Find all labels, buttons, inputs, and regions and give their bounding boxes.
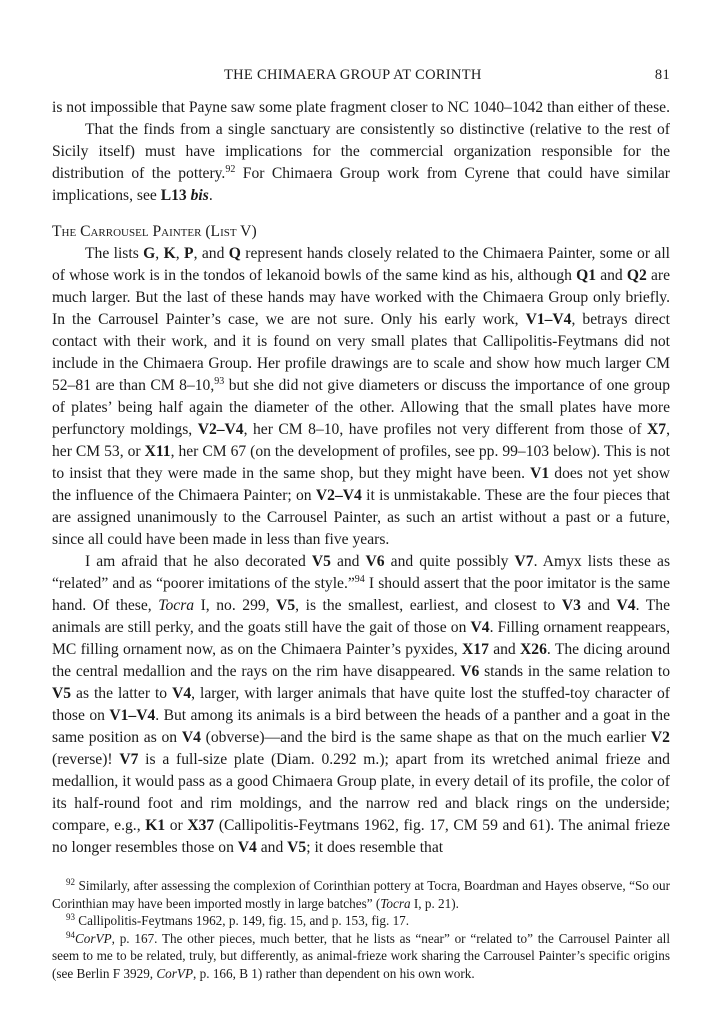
paragraph-text: , her CM 8–10, have profiles not very different from those of [243,421,648,438]
paragraph-text: but she did not give diameters or discuss the importance of one group of plates’ being half again the diameter of the other. Allowing that the small plates have more perfunctory moldings, [52,377,670,438]
footnote-number: 94 [66,929,75,940]
paragraph-text: (reverse)! [52,751,120,768]
paragraph-text: For Chimaera Group work from Cyrene that could have similar implications, see [52,165,670,204]
footnote-text: , p. 166, B 1) rather than dependent on his own work. [193,965,475,981]
catalog-ref: V5 [276,597,296,614]
catalog-ref: V7 [119,751,139,768]
catalog-ref: Q1 [576,267,597,284]
catalog-ref: V2–V4 [197,421,244,438]
punctuation: . [208,187,213,204]
catalog-ref: X17 [462,641,489,658]
paragraph-text: are much larger. But the last of these hands may have worked with the Chimaera Group only briefly. In the Carrousel Painter’s case, we are not sure. Only his early work, [52,267,671,328]
catalog-ref: X11 [144,443,171,460]
catalog-ref: V1 [530,465,550,482]
paragraph-text: and [580,597,617,614]
paragraph-text: ; it does resemble that [306,839,444,856]
footnote-ref-93[interactable]: 93 [214,376,225,387]
footnote-92 [52,877,670,912]
paragraph-text: as the latter to [71,685,173,702]
footnote-text: Callipolitis-Feytmans 1962, p. 149, fig. 15, and p. 153, fig. 17. [75,913,410,928]
paragraph-text: I, no. 299, [194,597,277,614]
paragraph-sanctuary [52,119,670,207]
paragraph-text: . The animals are still perky, and the goats still have the gait of those on [52,597,670,636]
footnote-93 [52,912,670,930]
footnote-94 [52,930,670,983]
paragraph-text: and [596,267,627,284]
footnote-text: Similarly, after assessing the complexion of Corinthian pottery at Tocra, Boardman and Hayes observe, “So our Corinthian may have been imported mostly in large batches” ( [52,878,670,911]
catalog-ref: V5 [52,685,72,702]
catalog-ref: X37 [187,817,215,834]
paragraph-text: and [330,553,366,570]
catalog-ref: Q [228,245,241,262]
catalog-ref: G [143,245,156,262]
catalog-ref: V6 [365,553,385,570]
catalog-ref: V2 [650,729,670,746]
paragraph-text: The lists [85,245,144,262]
paragraph-text: and [488,641,521,658]
footnote-number: 92 [66,877,75,887]
catalog-ref: V7 [514,553,534,570]
publication-title: CorVP [75,930,112,946]
publication-title: CorVP [156,965,194,981]
paragraph-text: I should assert that the poor imitator is the same hand. Of these, [52,575,670,614]
catalog-ref: V4 [470,619,490,636]
publication-title: Tocra [380,895,411,911]
paragraph-text: . But among its animals is a bird between the heads of a panther and a goat in the same position as on [52,707,671,746]
catalog-ref: V4 [237,839,257,856]
catalog-ref: V2–V4 [315,487,362,504]
running-head [52,67,670,87]
catalog-ref: K [163,245,176,262]
paragraph-text: . Filling ornament reappears, MC filling ornament now, as on the Chimaera Painter’s pyxides, [52,619,670,658]
catalog-ref: X7 [647,421,667,438]
paragraph-text: it is unmistakable. These are the four pieces that are assigned unanimously to the Carrousel Painter, as such an artist without a past or a future, since all could have been made in less than five years. [52,487,671,548]
footnote-ref-92[interactable]: 92 [225,164,236,175]
main-text [52,97,670,859]
catalog-ref: V1–V4 [525,311,572,328]
paragraph-continued [52,97,670,119]
paragraph-text: and [256,839,288,856]
catalog-ref: K1 [145,817,166,834]
paragraph-text: . The dicing around the central medallion and the rays on the rim have disappeared. [52,641,670,680]
catalog-ref: V5 [287,839,307,856]
section-heading: The Carrousel Painter (List V) [52,223,257,240]
catalog-ref: V4 [181,729,201,746]
paragraph-text: , her CM 67 (on the development of profiles, see pp. 99–103 below). This is not to insist that they were made in the same shop, but they might have been. [52,443,670,482]
paragraph-v5-v7 [52,551,670,859]
catalog-ref: X26 [520,641,547,658]
catalog-ref: L13 [160,187,187,204]
publication-title: Tocra [158,597,195,614]
paragraph-text: (Callipolitis-Feytmans 1962, fig. 17, CM 59 and 61). The animal frieze no longer resembles those on [52,817,670,856]
catalog-ref: Q2 [626,267,647,284]
paragraph-text: , is the smallest, earliest, and closest to [295,597,562,614]
running-title: THE CHIMAERA GROUP AT CORINTH [224,67,482,83]
catalog-ref: V3 [561,597,581,614]
catalog-ref: V5 [311,553,331,570]
paragraph-carrousel-lists [52,243,670,551]
paragraph-text: stands in the same relation to [479,663,671,680]
catalog-ref-suffix: bis [190,187,209,204]
paragraph-text: is not impossible that Payne saw some plate fragment closer to NC 1040–1042 than either of these. [52,99,670,116]
paragraph-text: represent hands closely related to the Chimaera Painter, some or all of whose work is in the tondos of lekanoid bowls of the same kind as his, although [52,245,671,284]
catalog-ref: V6 [460,663,480,680]
paragraph-text: , and [193,245,229,262]
paragraph-text: I am afraid that he also decorated [85,553,312,570]
paragraph-text: , [155,245,164,262]
footnotes [52,877,670,982]
paragraph-text: , her CM 53, or [52,421,671,460]
catalog-ref: P [184,245,194,262]
paragraph-text: does not yet show the influence of the Chimaera Painter; on [52,465,671,504]
page-number: 81 [654,67,670,83]
paragraph-text: , betrays direct contact with their work, and it is found on very small plates that Callipolitis-Feytmans did not include in the Chimaera Group. Her profile drawings are to scale and show how much larger CM 52–81 are than CM 8–10, [52,311,670,394]
paragraph-text: , larger, with larger animals that have quite lost the stuffed-toy character of those on [52,685,670,724]
paragraph-text: is a full-size plate (Diam. 0.292 m.); apart from its wretched animal frieze and medallion, it would pass as a good Chimaera Group plate, in every detail of its profile, the color of its half-round foot and rim moldings, and the narrow red and black rings on the underside; compare, e.g., [52,751,670,834]
paragraph-text: or [165,817,188,834]
footnote-number: 93 [66,912,75,922]
footnote-text: , p. 167. The other pieces, much better, that he lists as “near” or “related to” the Carrousel Painter all seem to me to be related, truly, but differently, as animal-frieze work sharing the Carrousel Painter’s specific origins (see Berlin F 3929, [52,930,670,981]
paragraph-text: That the finds from a single sanctuary are consistently so distinctive (relative to the rest of Sicily itself) must have implications for the commercial organization responsible for the distribution of the pottery. [52,121,670,182]
catalog-ref: V1–V4 [109,707,156,724]
catalog-ref: V4 [172,685,192,702]
catalog-ref: V4 [616,597,636,614]
paragraph-text: , [175,245,185,262]
footnote-text: I, p. 21). [410,895,459,911]
paragraph-text: and quite possibly [384,553,515,570]
paragraph-text: (obverse)—and the bird is the same shape as that on the much earlier [200,729,651,746]
footnote-ref-94[interactable]: 94 [354,574,365,585]
paragraph-text: . Amyx lists these as “related” and as “poorer imitations of the style.” [52,553,671,592]
